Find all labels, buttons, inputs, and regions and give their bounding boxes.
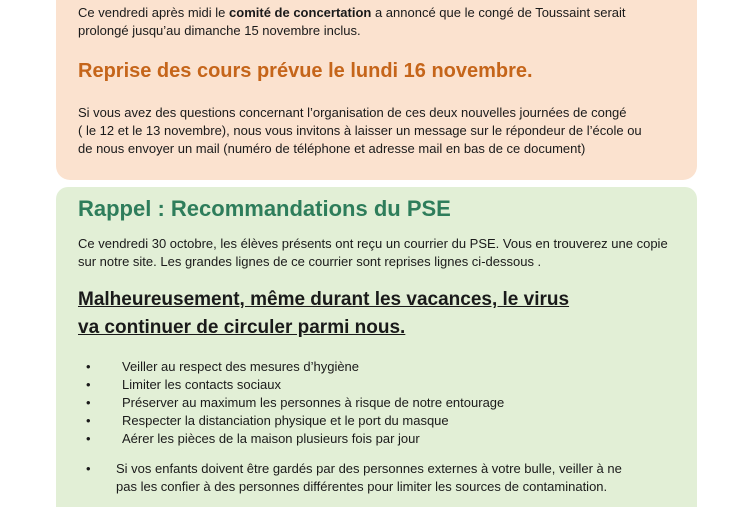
bullet-icon: • [86, 461, 91, 476]
resume-classes-heading: Reprise des cours prévue le lundi 16 novembre. [78, 60, 533, 82]
bullet-icon: • [86, 377, 91, 392]
list-item: • Aérer les pièces de la maison plusieurs fois par jour [86, 431, 420, 446]
childcare-list [86, 460, 622, 496]
virus-warning: Malheureusement, même durant les vacances, le virus va continuer de circuler parmi nous. [78, 289, 570, 338]
list-item: • Si vos enfants doivent être gardés par des personnes externes à votre bulle, veiller à ne pas les confier à des personnes différentes pour limiter les sources de contamination. [86, 461, 622, 494]
recommendations-list [86, 358, 504, 448]
bullet-icon: • [86, 413, 91, 428]
committee-name: comité de concertation [229, 5, 372, 20]
list-item: • Limiter les contacts sociaux [86, 377, 281, 392]
bullet-icon: • [86, 431, 91, 446]
announcement-paragraph: Ce vendredi après midi le comité de concertation a annoncé que le congé de Toussaint serait prolongé jusqu’au dimanche 15 novembre inclus. [78, 5, 626, 38]
list-item: • Préserver au maximum les personnes à risque de notre entourage [86, 395, 505, 410]
questions-paragraph: Si vous avez des questions concernant l’organisation de ces deux nouvelles journées de congé ( le 12 et le 13 novembre), nous vous invitons à laisser un message sur le répondeur de l’école ou de nous envoyer un mail (numéro de téléphone et adresse mail en bas de ce document) [78, 105, 642, 156]
bullet-icon: • [86, 359, 91, 374]
pse-heading: Rappel : Recommandations du PSE [78, 196, 451, 221]
list-item: • Respecter la distanciation physique et le port du masque [86, 413, 449, 428]
bullet-icon: • [86, 395, 91, 410]
pse-intro-paragraph: Ce vendredi 30 octobre, les élèves présents ont reçu un courrier du PSE. Vous en trouverez une copie sur notre site. Les grandes lignes de ce courrier sont reprises lignes ci-dessous . [78, 236, 668, 269]
list-item: • Veiller au respect des mesures d’hygiène [86, 359, 360, 374]
